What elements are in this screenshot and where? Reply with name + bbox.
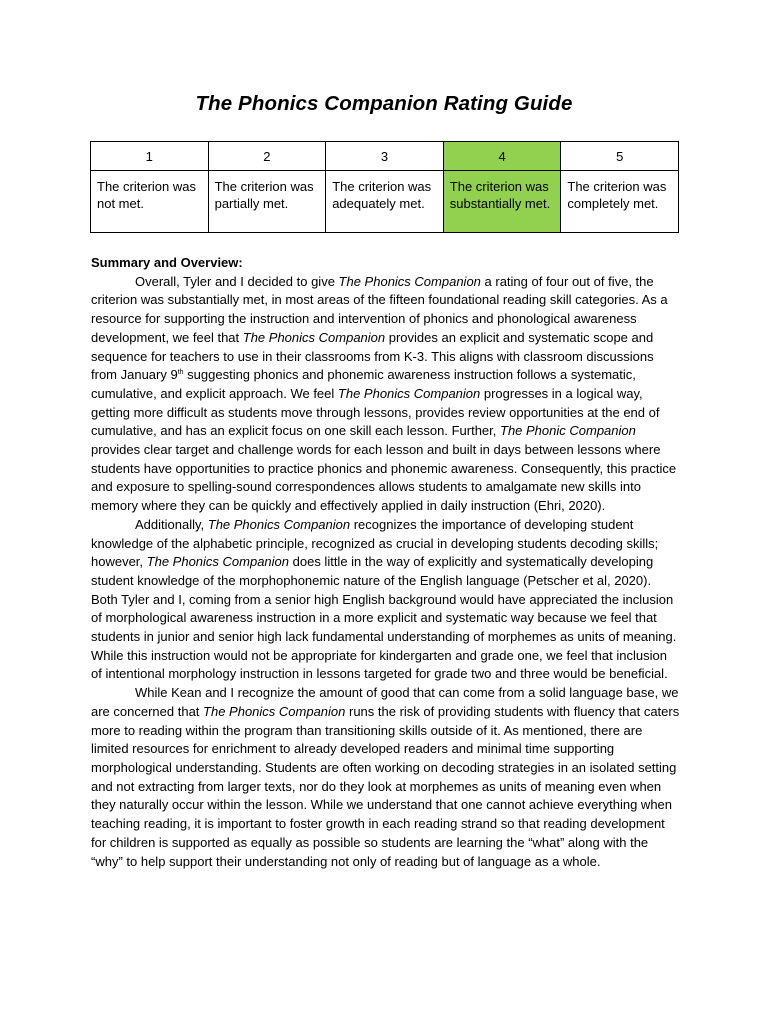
- summary-section: [91, 254, 681, 871]
- rating-header-4-selected: 4: [443, 142, 561, 171]
- text-run: Additionally,: [135, 516, 208, 532]
- rating-description-4-selected: The criterion was substantially met.: [443, 171, 561, 233]
- paragraph-3: [91, 684, 681, 871]
- text-run: runs the risk of providing students with fluency that caters more to reading within the program than transitioning skills outside of it. As mentioned, there are limited resources for enrichment to already developed readers and minimal time supporting morphological understanding. Students are often working on decoding strategies in an isolated setting and not extracting from larger texts, nor do they look at morphemes as units of meaning even when they naturally occur within the lesson. While we understand that one cannot achieve everything when teaching reading, it is important to foster growth in each reading strand so that reading development for children is supported as equally as possible so students are learning the “what” along with the “why” to help support their understanding not only of reading but of language as a whole.: [91, 703, 680, 869]
- rating-header-1: 1: [91, 142, 209, 171]
- rating-table: [90, 141, 679, 233]
- book-title: The Phonics Companion: [337, 385, 481, 401]
- page-title: The Phonics Companion Rating Guide: [195, 92, 573, 115]
- rating-header-5: 5: [561, 142, 679, 171]
- paragraph-2: [91, 516, 681, 684]
- text-run: suggesting phonics and phonemic awareness instruction follows a systematic, cumulative, and explicit approach. We feel: [91, 367, 636, 401]
- rating-header-row: [91, 142, 679, 171]
- rating-header-3: 3: [326, 142, 444, 171]
- rating-description-2: The criterion was partially met.: [208, 171, 326, 233]
- book-title: The Phonics Companion: [207, 516, 351, 532]
- text-run: provides an explicit and systematic scope and sequence for teachers to use in their classrooms from K-3. This aligns with classroom discussions from January 9: [91, 329, 654, 383]
- section-heading: Summary and Overview:: [91, 255, 243, 270]
- text-run: a rating of four out of five, the criterion was substantially met, in most areas of the fifteen foundational reading skill categories. As a resource for supporting the instruction and intervention of phonics and phonological awareness development, we feel that: [91, 273, 668, 345]
- rating-header-2: 2: [208, 142, 326, 171]
- book-title: The Phonics Companion: [242, 329, 386, 345]
- text-run: recognizes the importance of developing student knowledge of the alphabetic principle, recognized as crucial in developing students decoding skills; however,: [91, 516, 659, 570]
- text-run: While Kean and I recognize the amount of good that can come from a solid language base, we are concerned that: [91, 685, 679, 719]
- book-title: The Phonic Companion: [500, 423, 636, 439]
- book-title: The Phonics Companion: [146, 554, 290, 570]
- ordinal-suffix: th: [177, 369, 184, 377]
- text-run: Overall, Tyler and I decided to give: [135, 273, 339, 289]
- rating-description-5: The criterion was completely met.: [561, 171, 679, 233]
- paragraph-1: [91, 273, 681, 516]
- text-run: does little in the way of explicitly and systematically developing student knowledge of the morphophonemic nature of the English language (Petscher et al, 2020). Both Tyler and I, coming from a senior high English background would have appreciated the inclusion of morphological awareness instruction in a more explicit and systematic way because we feel that students in junior and senior high lack fundamental understanding of morphemes as units of meaning. While this instruction would not be appropriate for kindergarten and grade one, we feel that inclusion of intentional morphology instruction in lessons targeted for grade two and three would be beneficial.: [91, 554, 677, 682]
- text-run: progresses in a logical way, getting more difficult as students move through lessons, provides review opportunities at the end of cumulative, and has an explicit focus on one skill each lesson. Further,: [91, 385, 660, 439]
- text-run: provides clear target and challenge words for each lesson and built in days between lessons where students have opportunities to practice phonics and phonemic awareness. Consequently, this practice and exposure to spelling-sound correspondences allows students to amalgamate new skills into memory where they can be quickly and effectively applied in daily instruction (Ehri, 2020).: [91, 442, 677, 514]
- rating-description-3: The criterion was adequately met.: [326, 171, 444, 233]
- rating-description-1: The criterion was not met.: [91, 171, 209, 233]
- book-title: The Phonics Companion: [203, 703, 346, 719]
- book-title: The Phonics Companion: [338, 273, 481, 289]
- rating-description-row: [91, 171, 679, 233]
